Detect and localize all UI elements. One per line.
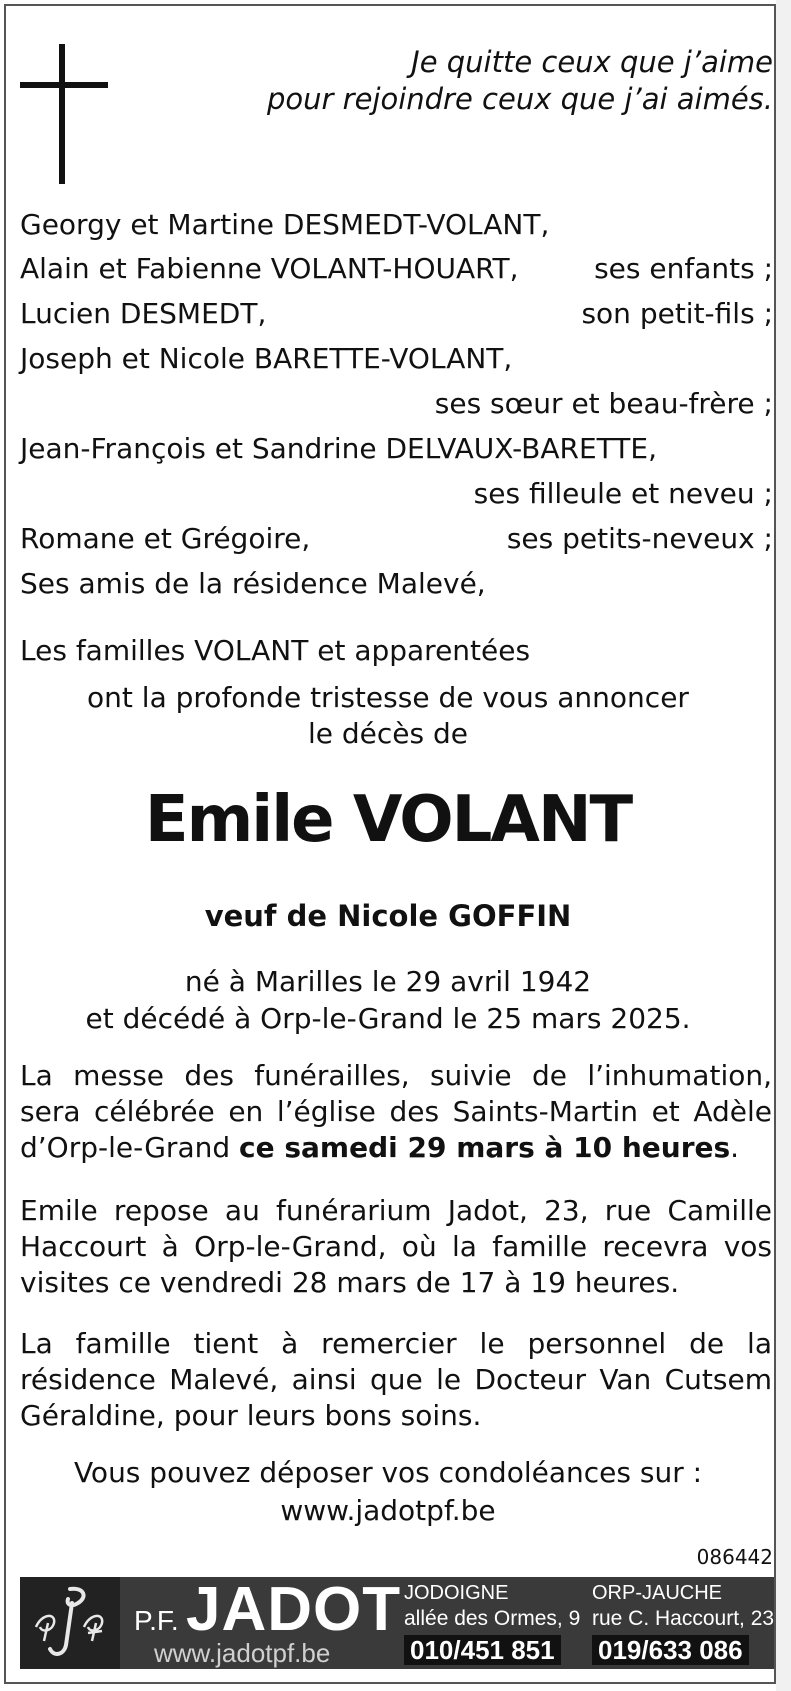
office-phone[interactable]: 019/633 086 (592, 1635, 749, 1665)
office-city: JODOIGNE (404, 1582, 509, 1604)
quote-line-2: pour rejoindre ceux que j’ai aimés. (266, 82, 773, 116)
family-line (20, 567, 773, 601)
family-name: Jean-François et Sandrine DELVAUX-BARETTE, (20, 432, 657, 465)
funeral-home-banner (20, 1577, 774, 1669)
pf-monogram-icon (26, 1583, 114, 1663)
quote-line-1: Je quitte ceux que j’aime (411, 45, 773, 79)
family-name: Joseph et Nicole BARETTE-VOLANT, (20, 342, 513, 375)
deceased-name: Emile VOLANT (144, 783, 632, 857)
cross-horizontal-bar (20, 82, 108, 88)
condolences-link[interactable]: www.jadotpf.be (280, 1494, 496, 1527)
family-name: Romane et Grégoire, (20, 522, 311, 555)
family-line (20, 342, 773, 376)
family-line (20, 252, 773, 286)
banner-website[interactable]: www.jadotpf.be (154, 1638, 331, 1668)
epitaph-quote (173, 44, 773, 118)
reference-number: 086442 (696, 1545, 773, 1569)
family-line (20, 522, 773, 556)
family-name: Georgy et Martine DESMEDT-VOLANT, (20, 208, 550, 241)
death-line: et décédé à Orp-le-Grand le 25 mars 2025. (85, 1002, 691, 1035)
family-role: ses filleule et neveu ; (473, 477, 773, 510)
family-line (20, 208, 773, 242)
mass-text: La messe des funérailles, suivie de l’inhumation, sera célébrée en l’église des Saints-Martin et Adèle d’Orp-le-Grand (20, 1059, 772, 1164)
right-margin-strip (776, 0, 791, 1691)
thanks-paragraph: La famille tient à remercier le personnel de la résidence Malevé, ainsi que le Docteur Van Cutsem Géraldine, pour leurs bons soins. (20, 1327, 772, 1432)
family-name: Lucien DESMEDT, (20, 297, 267, 330)
condolences-line: Vous pouvez déposer vos condoléances sur : (73, 1456, 703, 1489)
family-line (20, 297, 773, 331)
birth-line: né à Marilles le 29 avril 1942 (184, 965, 592, 998)
office-address: rue C. Haccourt, 23 (592, 1607, 775, 1630)
family-line (20, 432, 773, 466)
brand-name: JADOT (186, 1575, 402, 1644)
visit-paragraph: Emile repose au funérarium Jadot, 23, rue Camille Haccourt à Orp-le-Grand, où la famille recevra vos visites ce vendredi 28 mars de 17 à 19 heures. (20, 1194, 772, 1299)
family-role: ses enfants ; (594, 252, 773, 285)
mass-paragraph (20, 1058, 772, 1166)
families-line (20, 634, 773, 668)
family-name: Ses amis de la résidence Malevé, (20, 567, 486, 600)
family-role: ses petits-neveux ; (506, 522, 773, 555)
office-address: allée des Ormes, 9 (404, 1607, 581, 1630)
office-orp-jauche (592, 1581, 774, 1665)
widow-of: veuf de Nicole GOFFIN (204, 899, 572, 933)
announcement-line: le décès de (307, 717, 468, 750)
families-text: Les familles VOLANT et apparentées (20, 634, 531, 667)
logo (20, 1577, 120, 1669)
cross-vertical-bar (59, 44, 65, 184)
family-role: ses sœur et beau-frère ; (434, 387, 773, 420)
pf-label: P.F. (134, 1605, 179, 1636)
announcement-line: ont la profonde tristesse de vous annoncer (87, 681, 689, 714)
family-role: son petit-fils ; (581, 297, 773, 330)
office-jodoigne (404, 1581, 580, 1665)
mass-end: . (730, 1131, 740, 1164)
mass-date: ce samedi 29 mars à 10 heures (239, 1131, 731, 1164)
family-name: Alain et Fabienne VOLANT-HOUART, (20, 252, 519, 285)
office-city: ORP-JAUCHE (592, 1582, 723, 1604)
office-phone[interactable]: 010/451 851 (404, 1635, 561, 1665)
